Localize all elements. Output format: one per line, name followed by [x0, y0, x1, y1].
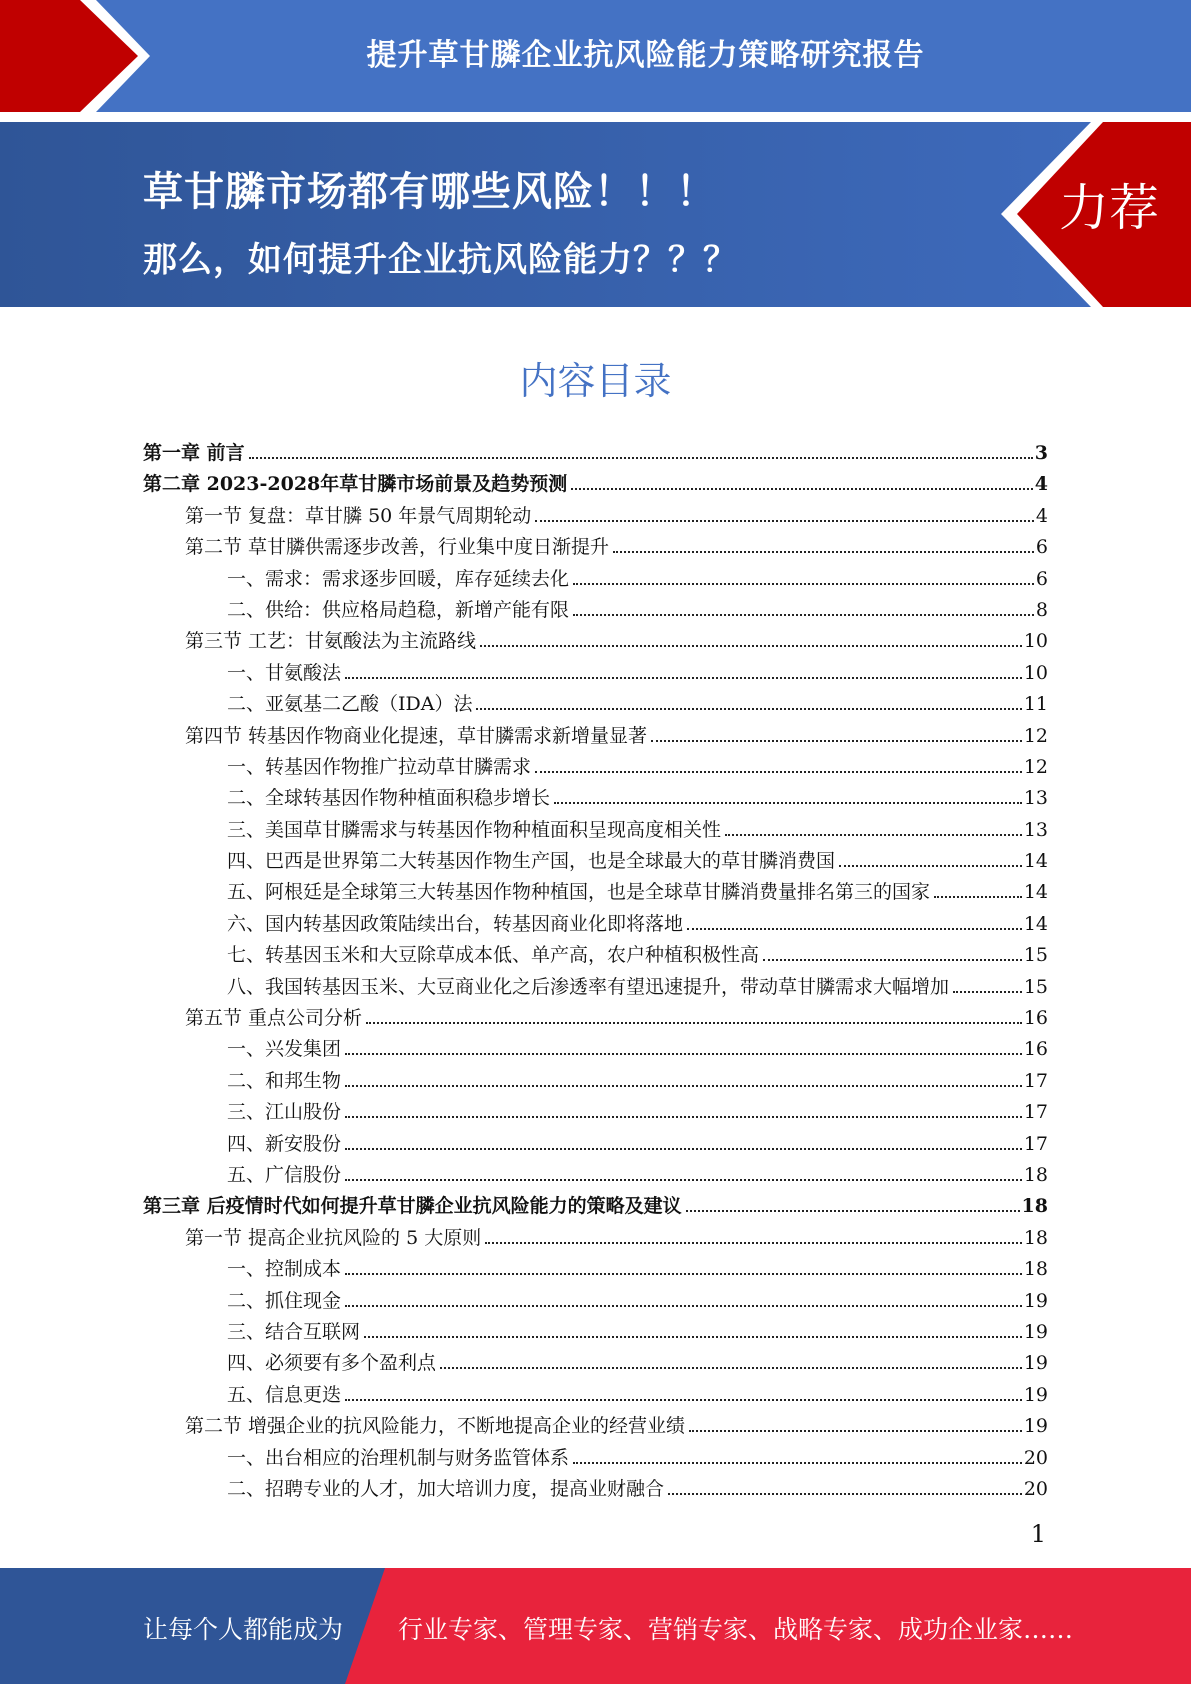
toc-entry-page: 19 [1023, 1289, 1048, 1312]
toc-entry-label: 第五节 重点公司分析 [185, 1007, 363, 1030]
toc-dot-leader [485, 1242, 1022, 1244]
toc-entry[interactable] [143, 721, 1048, 752]
toc-dot-leader [480, 645, 1022, 647]
toc-entry-page: 19 [1023, 1383, 1048, 1406]
toc-entry-page: 12 [1023, 755, 1048, 778]
toc-entry[interactable] [143, 1034, 1048, 1065]
red-arrow-decoration [0, 0, 150, 112]
toc-entry-page: 19 [1023, 1320, 1048, 1343]
hero-banner [0, 122, 1191, 307]
toc-entry-page: 14 [1023, 881, 1048, 904]
toc-entry[interactable] [143, 1474, 1048, 1505]
toc-entry[interactable] [143, 658, 1048, 689]
toc-entry-label: 一、甘氨酸法 [227, 661, 342, 684]
toc-entry-label: 三、美国草甘膦需求与转基因作物种植面积呈现高度相关性 [227, 818, 722, 841]
toc-entry-page: 15 [1023, 975, 1048, 998]
report-title-bar [0, 0, 1191, 112]
toc-dot-leader [249, 457, 1033, 459]
toc-dot-leader [366, 1022, 1022, 1024]
toc-entry-label: 七、转基因玉米和大豆除草成本低、单产高，农户种植积极性高 [227, 944, 760, 967]
toc-entry-page: 4 [1035, 504, 1048, 527]
toc-entry[interactable] [143, 501, 1048, 532]
toc-entry-page: 4 [1034, 473, 1048, 496]
toc-entry-label: 一、控制成本 [227, 1258, 342, 1281]
toc-entry-page: 10 [1023, 661, 1048, 684]
footer-slogan-left: 让每个人都能成为 [143, 1615, 344, 1644]
toc-dot-leader [687, 928, 1022, 930]
toc-entry-page: 18 [1023, 1163, 1048, 1186]
toc-entry-page: 18 [1021, 1195, 1048, 1218]
toc-entry-label: 第三节 工艺：甘氨酸法为主流路线 [185, 630, 477, 653]
toc-entry[interactable] [143, 1191, 1048, 1222]
toc-entry[interactable] [143, 1380, 1048, 1411]
toc-entry-label: 八、我国转基因玉米、大豆商业化之后渗透率有望迅速提升，带动草甘膦需求大幅增加 [227, 975, 950, 998]
toc-entry[interactable] [143, 1317, 1048, 1348]
toc-dot-leader [345, 1053, 1022, 1055]
toc-dot-leader [345, 1305, 1022, 1307]
toc-dot-leader [573, 1462, 1022, 1464]
toc-dot-leader [345, 1116, 1022, 1118]
toc-entry-label: 第四节 转基因作物商业化提速，草甘膦需求新增量显著 [185, 724, 648, 747]
toc-entry[interactable] [143, 877, 1048, 908]
toc-entry-label: 三、结合互联网 [227, 1320, 361, 1343]
toc-entry[interactable] [143, 1254, 1048, 1285]
toc-entry-page: 13 [1023, 818, 1048, 841]
toc-dot-leader [689, 1430, 1022, 1432]
toc-entry-label: 第二节 草甘膦供需逐步改善，行业集中度日渐提升 [185, 536, 610, 559]
toc-dot-leader [613, 551, 1034, 553]
toc-entry-page: 11 [1023, 693, 1048, 716]
toc-entry-label: 第二节 增强企业的抗风险能力，不断地提高企业的经营业绩 [185, 1415, 686, 1438]
recommend-badge-label: 力荐 [1059, 179, 1159, 237]
toc-dot-leader [953, 991, 1022, 993]
toc-entry-page: 18 [1023, 1226, 1048, 1249]
toc-entry[interactable] [143, 909, 1048, 940]
toc-entry-label: 一、需求：需求逐步回暖，库存延续去化 [227, 567, 570, 590]
page-number: 1 [1030, 1520, 1046, 1548]
toc-entry[interactable] [143, 846, 1048, 877]
toc-entry[interactable] [143, 752, 1048, 783]
toc-entry[interactable] [143, 1003, 1048, 1034]
toc-dot-leader [686, 1210, 1020, 1212]
toc-entry-label: 二、供给：供应格局趋稳，新增产能有限 [227, 598, 570, 621]
toc-entry[interactable] [143, 940, 1048, 971]
hero-headline: 草甘膦市场都有哪些风险！！！ [143, 169, 717, 215]
toc-dot-leader [839, 865, 1022, 867]
toc-entry[interactable] [143, 626, 1048, 657]
toc-dot-leader [651, 740, 1022, 742]
toc-entry-label: 三、江山股份 [227, 1101, 342, 1124]
toc-entry-label: 五、广信股份 [227, 1163, 342, 1186]
toc-entry-page: 13 [1023, 787, 1048, 810]
toc-dot-leader [476, 708, 1021, 710]
toc-dot-leader [725, 834, 1022, 836]
toc-dot-leader [345, 677, 1022, 679]
toc-entry-page: 18 [1023, 1258, 1048, 1281]
toc-entry-page: 19 [1023, 1415, 1048, 1438]
toc-entry[interactable] [143, 1348, 1048, 1379]
toc-entry[interactable] [143, 972, 1048, 1003]
toc-dot-leader [934, 896, 1022, 898]
toc-entry[interactable] [143, 689, 1048, 720]
toc-entry-label: 二、抓住现金 [227, 1289, 342, 1312]
toc-entry-label: 第三章 后疫情时代如何提升草甘膦企业抗风险能力的策略及建议 [143, 1195, 682, 1218]
toc-entry-label: 四、巴西是世界第二大转基因作物生产国，也是全球最大的草甘膦消费国 [227, 850, 836, 873]
toc-entry-label: 六、国内转基因政策陆续出台，转基因商业化即将落地 [227, 912, 684, 935]
toc-dot-leader [364, 1336, 1022, 1338]
toc-entry-label: 一、兴发集团 [227, 1038, 342, 1061]
toc-dot-leader [554, 802, 1022, 804]
toc-entry-page: 15 [1023, 944, 1048, 967]
toc-entry-label: 二、亚氨基二乙酸（IDA）法 [227, 693, 473, 716]
toc-entry-label: 二、招聘专业的人才，加大培训力度，提高业财融合 [227, 1477, 665, 1500]
toc-entry[interactable] [143, 1286, 1048, 1317]
toc-entry[interactable] [143, 1443, 1048, 1474]
hero-subheadline: 那么，如何提升企业抗风险能力？？？ [143, 240, 738, 280]
toc-entry-page: 10 [1023, 630, 1048, 653]
table-of-contents [143, 438, 1048, 1505]
toc-entry-page: 6 [1035, 536, 1048, 559]
toc-dot-leader [345, 1179, 1022, 1181]
toc-entry[interactable] [143, 1411, 1048, 1442]
toc-dot-leader [573, 614, 1034, 616]
toc-entry[interactable] [143, 1160, 1048, 1191]
toc-entry-page: 16 [1023, 1038, 1048, 1061]
toc-entry-page: 20 [1023, 1446, 1048, 1469]
toc-entry-label: 五、信息更迭 [227, 1383, 342, 1406]
toc-entry-page: 12 [1023, 724, 1048, 747]
toc-entry-page: 17 [1023, 1069, 1048, 1092]
toc-dot-leader [571, 488, 1033, 490]
toc-entry[interactable] [143, 564, 1048, 595]
toc-entry-label: 二、和邦生物 [227, 1069, 342, 1092]
toc-dot-leader [535, 771, 1022, 773]
toc-entry-label: 四、必须要有多个盈利点 [227, 1352, 437, 1375]
toc-entry[interactable] [143, 595, 1048, 626]
toc-entry-label: 第一章 前言 [143, 442, 245, 464]
toc-entry-label: 一、出台相应的治理机制与财务监管体系 [227, 1446, 570, 1469]
toc-entry[interactable] [143, 783, 1048, 814]
toc-entry-label: 一、转基因作物推广拉动草甘膦需求 [227, 755, 532, 778]
toc-entry[interactable] [143, 1097, 1048, 1128]
toc-entry-page: 16 [1023, 1007, 1048, 1030]
toc-entry[interactable] [143, 532, 1048, 563]
toc-entry[interactable] [143, 815, 1048, 846]
toc-dot-leader [345, 1085, 1022, 1087]
toc-entry-page: 17 [1023, 1132, 1048, 1155]
toc-dot-leader [345, 1399, 1022, 1401]
toc-entry-page: 8 [1035, 598, 1048, 621]
toc-entry-page: 14 [1023, 850, 1048, 873]
toc-dot-leader [668, 1493, 1022, 1495]
footer-banner [0, 1568, 1191, 1684]
toc-dot-leader [345, 1273, 1022, 1275]
toc-entry[interactable] [143, 1066, 1048, 1097]
toc-entry[interactable] [143, 469, 1048, 500]
toc-dot-leader [573, 583, 1034, 585]
toc-heading: 内容目录 [519, 359, 672, 403]
report-title: 提升草甘膦企业抗风险能力策略研究报告 [366, 38, 925, 73]
toc-entry-page: 3 [1034, 442, 1048, 464]
toc-entry[interactable] [143, 438, 1048, 469]
toc-entry[interactable] [143, 1223, 1048, 1254]
toc-entry-label: 二、全球转基因作物种植面积稳步增长 [227, 787, 551, 810]
toc-dot-leader [763, 959, 1022, 961]
toc-dot-leader [345, 1148, 1022, 1150]
toc-entry-label: 第一节 提高企业抗风险的 5 大原则 [185, 1226, 482, 1249]
toc-entry-label: 四、新安股份 [227, 1132, 342, 1155]
toc-entry-page: 6 [1035, 567, 1048, 590]
toc-entry-page: 14 [1023, 912, 1048, 935]
toc-entry[interactable] [143, 1129, 1048, 1160]
toc-entry-page: 19 [1023, 1352, 1048, 1375]
footer-slogan-right: 行业专家、管理专家、营销专家、战略专家、成功企业家…… [398, 1615, 1074, 1644]
toc-entry-label: 第一节 复盘：草甘膦 50 年景气周期轮动 [185, 504, 532, 527]
toc-entry-label: 第二章 2023-2028年草甘膦市场前景及趋势预测 [143, 473, 568, 496]
toc-entry-page: 17 [1023, 1101, 1048, 1124]
toc-entry-label: 五、阿根廷是全球第三大转基因作物种植国，也是全球草甘膦消费量排名第三的国家 [227, 881, 931, 904]
toc-dot-leader [535, 520, 1034, 522]
toc-dot-leader [440, 1367, 1022, 1369]
toc-entry-page: 20 [1023, 1477, 1048, 1500]
